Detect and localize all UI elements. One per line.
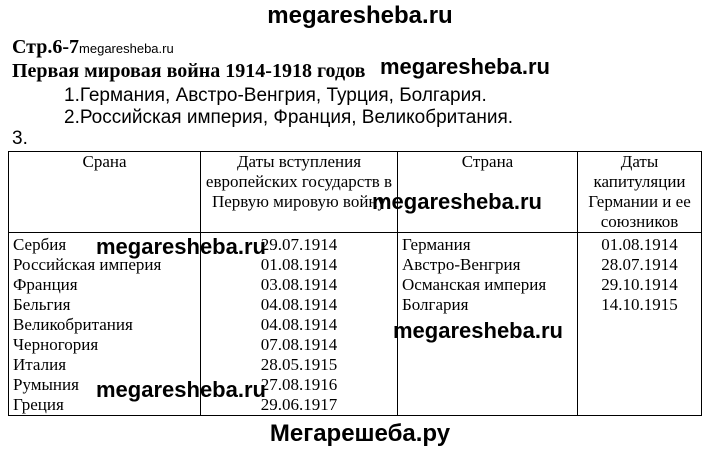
list-item: Германия — [402, 235, 471, 254]
topic-heading: Первая мировая война 1914-1918 годов — [12, 60, 366, 82]
page-number: Стр.6-7 — [12, 36, 80, 58]
small-watermark: megaresheba.ru — [79, 41, 174, 56]
list-item: 29.10.1914 — [601, 275, 678, 294]
header-country: Срана — [9, 152, 201, 233]
header-capitulation-dates: Даты капитуляции Германии и ее союзников — [578, 152, 702, 233]
list-item: 01.08.1914 — [260, 255, 338, 274]
list-item: Греция — [13, 395, 64, 414]
site-watermark: megaresheba.ru — [380, 54, 550, 79]
site-watermark: megaresheba.ru — [393, 318, 563, 343]
list-item: Черногория — [13, 335, 99, 354]
list-item: 07.08.1914 — [260, 335, 338, 354]
list-item: 04.08.1914 — [260, 295, 338, 314]
list-item: Италия — [13, 355, 67, 374]
list-item: Сербия — [13, 235, 67, 254]
list-item: Османская империя — [402, 275, 547, 294]
list-item: 03.08.1914 — [260, 275, 338, 294]
page-reference — [12, 36, 174, 59]
list-item: 29.07.1914 — [260, 235, 338, 254]
site-watermark: megaresheba.ru — [96, 377, 266, 402]
list-item: Франция — [13, 275, 78, 294]
site-watermark: megaresheba.ru — [372, 189, 542, 214]
list-item: Болгария — [402, 295, 469, 314]
list-item: 01.08.1914 — [601, 235, 678, 254]
list-item: Румыния — [13, 375, 79, 394]
site-watermark-bottom: Мегарешеба.ру — [269, 420, 451, 447]
list-item: Бельгия — [13, 295, 71, 314]
list-item: Великобритания — [13, 315, 133, 334]
list-item: 04.08.1914 — [260, 315, 338, 334]
list-item: Российская империя — [13, 255, 162, 274]
capitulation-date-column — [578, 233, 702, 416]
header-entry-dates: Даты вступления европейских государств в Первую мировую войну — [201, 152, 398, 233]
task-number: 3. — [12, 128, 28, 149]
list-item: Австро-Венгрия — [402, 255, 521, 274]
table-header-row — [9, 152, 702, 233]
site-watermark: megaresheba.ru — [96, 234, 266, 259]
answer-1: 1.Германия, Австро-Венгрия, Турция, Болгария. — [64, 85, 487, 106]
site-watermark-top: megaresheba.ru — [267, 2, 453, 29]
answer-2: 2.Российская империя, Франция, Великобритания. — [64, 107, 514, 128]
list-item: 27.08.1916 — [260, 375, 338, 394]
list-item: 28.05.1915 — [260, 355, 338, 374]
list-item: 29.06.1917 — [260, 395, 338, 414]
header-country-2: Страна — [398, 152, 578, 233]
list-item: 14.10.1915 — [601, 295, 678, 314]
list-item: 28.07.1914 — [601, 255, 678, 274]
